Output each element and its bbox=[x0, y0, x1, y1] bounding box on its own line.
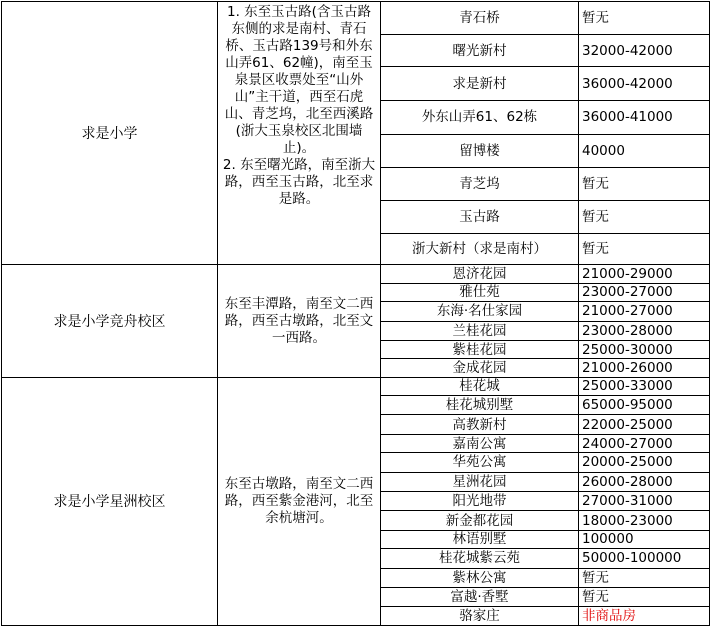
estate-price: 25000-30000 bbox=[579, 340, 710, 358]
estate-name: 青石桥 bbox=[381, 2, 579, 35]
estate-name: 恩济花园 bbox=[381, 265, 579, 283]
estate-price: 23000-27000 bbox=[579, 283, 710, 301]
estate-name: 高教新村 bbox=[381, 415, 579, 434]
boundary-text: 1. 东至玉古路(含玉古路东侧的求是南村、青石桥、玉古路139号和外东山弄61、62幢)，南至玉泉景区收票处至“山外山”主干道，西至石虎山、青芝坞，北至西溪路(浙大玉泉校区北围墙止)。 bbox=[224, 4, 374, 156]
estate-price: 暂无 bbox=[579, 201, 710, 234]
estate-name: 东海·名仕家园 bbox=[381, 302, 579, 321]
estate-name: 星洲花园 bbox=[381, 472, 579, 491]
estate-name: 留博楼 bbox=[381, 134, 579, 168]
estate-name: 阳光地带 bbox=[381, 492, 579, 511]
table-row bbox=[2, 265, 710, 283]
estate-name: 金成花园 bbox=[381, 359, 579, 377]
estate-price: 23000-28000 bbox=[579, 321, 710, 340]
estate-price: 32000-42000 bbox=[579, 34, 710, 67]
estate-name: 富越·香墅 bbox=[381, 587, 579, 606]
estate-price: 21000-27000 bbox=[579, 302, 710, 321]
estate-price: 50000-100000 bbox=[579, 549, 710, 568]
estate-price: 非商品房 bbox=[579, 607, 710, 626]
estate-name: 浙大新村（求是南村） bbox=[381, 233, 579, 265]
estate-name: 玉古路 bbox=[381, 201, 579, 234]
boundary-text: 2. 东至曙光路，南至浙大路，西至玉古路，北至求是路。 bbox=[222, 157, 376, 207]
estate-name: 嘉南公寓 bbox=[381, 434, 579, 452]
estate-price: 18000-23000 bbox=[579, 511, 710, 530]
table-row bbox=[2, 377, 710, 395]
school-name: 求是小学星洲校区 bbox=[2, 377, 218, 625]
estate-name: 兰桂花园 bbox=[381, 321, 579, 340]
estate-name: 求是新村 bbox=[381, 67, 579, 101]
estate-price: 暂无 bbox=[579, 2, 710, 35]
estate-price: 36000-41000 bbox=[579, 101, 710, 135]
estate-name: 外东山弄61、62栋 bbox=[381, 101, 579, 135]
school-name: 求是小学竞舟校区 bbox=[2, 265, 218, 377]
estate-name: 紫林公寓 bbox=[381, 568, 579, 587]
estate-name: 新金都花园 bbox=[381, 511, 579, 530]
estate-price: 36000-42000 bbox=[579, 67, 710, 101]
table-row bbox=[2, 2, 710, 35]
boundary-text: 东至古墩路，南至文二西路，西至紫金港河，北至余杭塘河。 bbox=[224, 475, 374, 526]
estate-price: 27000-31000 bbox=[579, 492, 710, 511]
estate-name: 林语别墅 bbox=[381, 530, 579, 548]
estate-name: 紫桂花园 bbox=[381, 340, 579, 358]
table-body bbox=[2, 2, 710, 626]
estate-price: 65000-95000 bbox=[579, 396, 710, 415]
estate-price: 26000-28000 bbox=[579, 472, 710, 491]
school-boundary bbox=[218, 2, 381, 265]
estate-name: 华苑公寓 bbox=[381, 453, 579, 472]
estate-name: 雅仕苑 bbox=[381, 283, 579, 301]
estate-price: 暂无 bbox=[579, 587, 710, 606]
estate-name: 桂花城紫云苑 bbox=[381, 549, 579, 568]
estate-price: 21000-29000 bbox=[579, 265, 710, 283]
estate-name: 青芝坞 bbox=[381, 168, 579, 201]
estate-price: 20000-25000 bbox=[579, 453, 710, 472]
estate-name: 曙光新村 bbox=[381, 34, 579, 67]
estate-name: 桂花城 bbox=[381, 377, 579, 395]
estate-price: 100000 bbox=[579, 530, 710, 548]
estate-price: 暂无 bbox=[579, 233, 710, 265]
school-boundary bbox=[218, 377, 381, 625]
school-boundary bbox=[218, 265, 381, 377]
estate-name: 桂花城别墅 bbox=[381, 396, 579, 415]
estate-price: 21000-26000 bbox=[579, 359, 710, 377]
school-district-table bbox=[1, 1, 710, 626]
estate-price: 暂无 bbox=[579, 568, 710, 587]
estate-price: 24000-27000 bbox=[579, 434, 710, 452]
estate-price: 22000-25000 bbox=[579, 415, 710, 434]
estate-price: 25000-33000 bbox=[579, 377, 710, 395]
boundary-text: 东至丰潭路，南至文二西路，西至古墩路，北至文一西路。 bbox=[224, 295, 374, 346]
estate-price: 暂无 bbox=[579, 168, 710, 201]
school-name: 求是小学 bbox=[2, 2, 218, 265]
estate-name: 骆家庄 bbox=[381, 607, 579, 626]
estate-price: 40000 bbox=[579, 134, 710, 168]
